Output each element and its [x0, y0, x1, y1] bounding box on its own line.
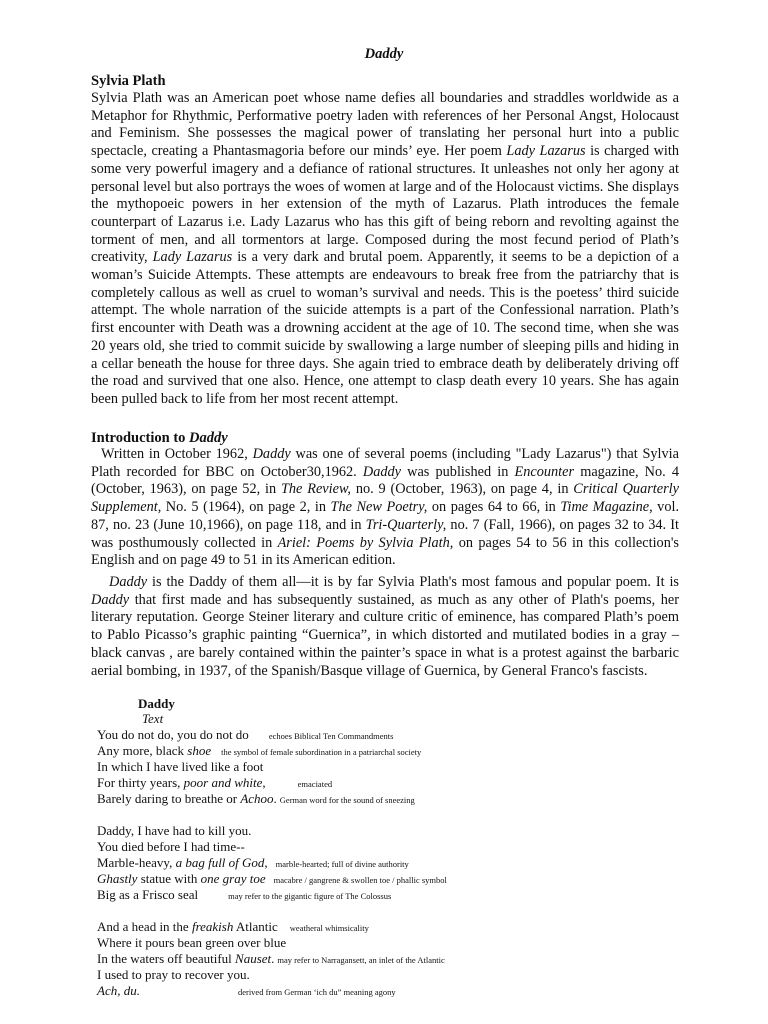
line-text-end: Atlantic — [233, 919, 278, 934]
poem-line — [97, 967, 657, 983]
text-run: magazine, No. 4 (October, 1963), on page 52, in — [91, 463, 680, 498]
italic-run: Encounter — [514, 463, 575, 480]
text-run: is the Daddy of them all—it is by far Sylvia Plath's most famous and popular poem. It is — [147, 574, 679, 590]
poem-subtitle: Text — [142, 711, 164, 726]
author-heading: Sylvia Plath — [91, 73, 166, 89]
text-run: is a very dark and brutal poem. Apparently, it seems to be a depiction of a woman’s Suicide Attempts. These attempts are endeavours to break free from the patriarchy that is completely callous as well as cruel to woman’s survival and needs. This is the poetess’ third suicide attempt. The whole narration of the suicide attempts is a part of the Confessional narration. Plath’s first encounter with Death was a drowning accident at the age of 10. The second time, when she was 20 years old, she tried to commit suicide by swallowing a large number of sleeping pills and hiding in a cellar beneath the house for three days. She again tried to embrace death by deliberately driving off the road and survived that one also. Hence, one attempt to clasp death every 10 years. She has again been pulled back to life from her most recent attempt. — [91, 249, 679, 407]
italic-run: The New Poetry, — [330, 499, 428, 516]
poem-line — [97, 727, 657, 743]
text-run: that first made and has subsequently sustained, as much as any other of Plath's poems, her literary reputation. George Steiner literary and culture critic of eminence, has compared Plath’s poem to Pablo Picasso’s graphic painting “Guernica”, in which distorted and mutilated bodies in a gray –black canvas , are barely contained within the painter’s space in what is a protest against the barbaric aerial bombing, in 1937, of the Spanish/Basque village of Guernica, by General Franco's fascists. — [91, 591, 679, 679]
poem-line — [97, 855, 657, 871]
italic-run: Critical Quarterly Supplement, — [91, 481, 679, 516]
line-italic: Nauset — [235, 951, 272, 966]
line-italic: poor and white — [183, 775, 263, 790]
text-run: No. 5 (1964), on page 2, in — [161, 499, 331, 516]
line-text: Where it pours bean green over blue — [97, 935, 287, 950]
italic-run: Ariel: Poems by Sylvia Plath, — [277, 534, 454, 551]
italic-run: Lady Lazarus — [152, 249, 233, 266]
line-italic: Achoo — [240, 791, 274, 806]
line-italic: freakish — [191, 919, 234, 934]
italic-run: Daddy — [109, 574, 148, 590]
line-text: Barely daring to breathe or — [97, 791, 241, 806]
line-text: Big as a Frisco seal — [97, 887, 199, 902]
poem-line — [97, 951, 657, 967]
text-run: Sylvia Plath was an American poet whose name defies all boundaries and straddles worldwide as a Metaphor for Rhythmic, Performative poetry laden with references of her Personal Angst, Holocaust and Feminism. She possesses the magical power of translating her personal hurt into a public spectacle, creating a Phantasmagoria before our minds’ eye. Her poem — [91, 90, 679, 160]
text-run: vol. 87, no. 23 (June 10,1966), on page 118, and in — [91, 499, 680, 533]
italic-run: The Review, — [280, 481, 352, 498]
line-text: And a head in the — [97, 919, 192, 934]
poem-line — [97, 919, 657, 935]
line-text: Marble-heavy, — [97, 855, 176, 870]
line-italic: one gray toe — [200, 871, 266, 886]
intro-heading-text: Introduction to — [91, 430, 186, 446]
poem-line — [97, 759, 657, 775]
line-text-end: , — [264, 855, 268, 870]
line-annotation: the symbol of female subordination in a patriarchal society — [221, 747, 422, 757]
italic-run: Time Magazine, — [560, 499, 653, 516]
line-annotation: derived from German ‘ich du” meaning agony — [237, 987, 396, 997]
poem-line — [97, 935, 657, 951]
text-run: is charged with some very powerful imagery and a defiance of rational structures. It unleashes not only her agony at personal level but also portrays the woes of women at large and of the Holocaust victims. She displays the mythopoeic powers in her extension of the myth of Lazarus. Plath introduces the female counterpart of Lazarus i.e. Lady Lazarus who has this gift of being reborn and revolting against the torment of men, and all tormentors at large. Composed during the most fecund period of Plath’s creativity, — [91, 143, 680, 266]
poem-line — [97, 887, 657, 903]
italic-run: Daddy — [91, 591, 130, 608]
italic-run: Daddy — [252, 446, 291, 462]
line-text-end: . — [273, 791, 277, 806]
line-text: In which I have lived like a foot — [97, 759, 264, 774]
line-text: statue with — [137, 871, 201, 886]
poem-line — [97, 871, 657, 887]
line-annotation: macabre / gangrene & swollen toe / phallic symbol — [273, 875, 447, 885]
text-run: was published in — [401, 463, 515, 480]
intro-heading — [91, 430, 228, 447]
line-text: I used to pray to recover you. — [97, 967, 250, 982]
line-annotation: marble-hearted; full of divine authority — [275, 859, 409, 869]
document-title: Daddy — [364, 46, 404, 62]
text-run: was one of several poems (including "Lady Lazarus") that Sylvia Plath recorded for BBC on October30,1962. — [91, 446, 679, 480]
stanza-break — [97, 807, 657, 823]
text-run: on pages 64 to 66, in — [427, 499, 561, 516]
line-text: You do not do, you do not do — [97, 727, 249, 742]
poem-line — [97, 983, 657, 999]
line-text: Daddy, I have had to kill you. — [97, 823, 252, 838]
line-text-end: , — [262, 775, 266, 790]
line-annotation: may refer to the gigantic figure of The Colossus — [228, 891, 392, 901]
intro-paragraph-1 — [91, 446, 679, 570]
line-italic: shoe — [187, 743, 212, 758]
intro-heading-em: Daddy — [189, 430, 228, 446]
line-annotation: weatheral whimsicality — [289, 923, 369, 933]
line-annotation: echoes Biblical Ten Commandments — [268, 731, 394, 741]
text-run: no. 7 (Fall, 1966), on pages 32 to 34. It was posthumously collected in — [91, 516, 679, 551]
stanza-break — [97, 903, 657, 919]
line-text: For thirty years, — [97, 775, 184, 790]
italic-run: Lady Lazarus — [506, 143, 586, 160]
italic-run: Tri-Quarterly, — [365, 516, 447, 533]
poem-line — [97, 839, 657, 855]
italic-run: Daddy — [362, 463, 401, 480]
line-text-end: . — [271, 951, 275, 966]
poem-line — [97, 791, 657, 807]
line-italic: Ach, du. — [97, 983, 140, 998]
poem-line — [97, 823, 657, 839]
poem-line — [97, 743, 657, 759]
line-text: In the waters off beautiful — [97, 951, 236, 966]
author-paragraph — [91, 90, 679, 409]
line-annotation: emaciated — [297, 779, 333, 789]
poem-title: Daddy — [138, 696, 175, 711]
line-text: You died before I had time-- — [97, 839, 245, 854]
text-run: no. 9 (October, 1963), on page 4, in — [351, 481, 574, 498]
line-annotation: German word for the sound of sneezing — [279, 795, 415, 805]
text-run: on pages 54 to 56 in this collection's English and on page 49 to 51 in its American edition. — [91, 534, 679, 569]
line-annotation: may refer to Narragansett, an inlet of the Atlantic — [277, 955, 445, 965]
line-italic: a bag full of God — [175, 855, 265, 870]
line-text: Any more, black — [97, 743, 188, 758]
text-run: Written in October 1962, — [101, 446, 253, 462]
poem-line — [97, 775, 657, 791]
intro-paragraph-2 — [91, 574, 679, 680]
line-italic: Ghastly — [97, 871, 138, 886]
poem-text — [97, 727, 657, 999]
